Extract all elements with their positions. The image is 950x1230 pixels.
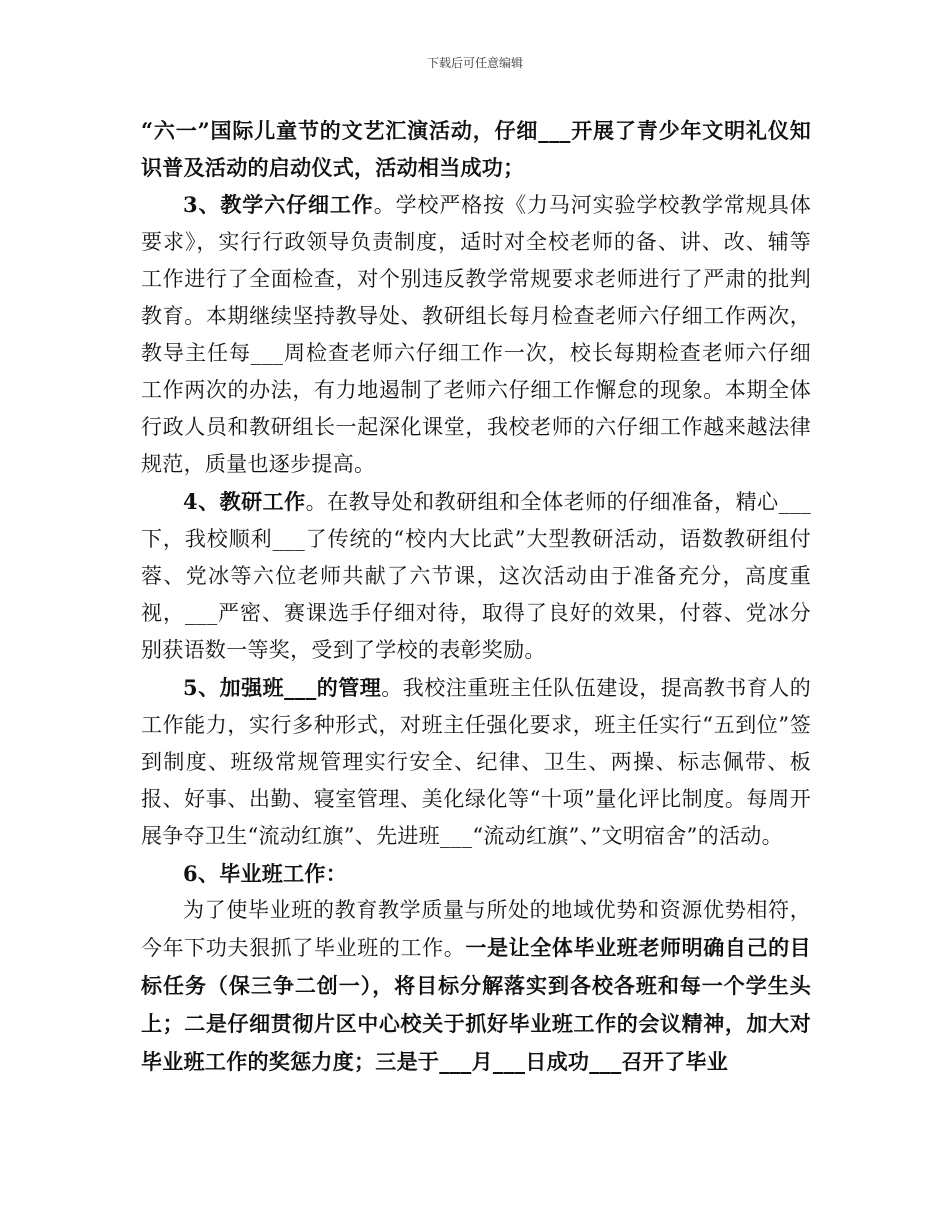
paragraph-text: 为了使毕业班的教育教学质量与所处的地域优势和资源优势相符，今年下功夫狠抓了毕业班的工作。 — [141, 898, 811, 960]
section-heading: 3、教学六仔细工作 — [183, 192, 374, 217]
paragraph-graduating-heading: 6、毕业班工作： — [183, 861, 348, 886]
paragraph-graduating-work — [141, 892, 811, 1081]
paragraph-intro: “六一”国际儿童节的文艺汇演活动，仔细___开展了青少年文明礼仪知识普及活动的启动仪式，活动相当成功； — [141, 118, 811, 180]
section-heading: 5、加强班___的管理 — [183, 675, 382, 700]
paragraph-class-management — [141, 669, 811, 855]
paragraph-text-bold: 一是让全体毕业班老师明确自己的目标任务（保三争二创一），将目标分解落实到各校各班和每一个学生头上；二是仔细贯彻片区中心校关于抓好毕业班工作的会议精神，加大对毕业班工作的奖惩力度；三是于___月___日成功___召开了毕业 — [141, 935, 811, 1074]
section-heading: 4、教研工作 — [183, 489, 306, 514]
paragraph-research-work — [141, 483, 811, 669]
paragraph-teaching-work — [141, 186, 811, 483]
paragraph-text: 。学校严格按《力马河实验学校教学常规具体要求》，实行行政领导负责制度，适时对全校老师的备、讲、改、辅等工作进行了全面检查，对个别违反教学常规要求老师进行了严肃的批判教育。本期继续坚持教导处、教研组长每月检查老师六仔细工作两次，教导主任每___周检查老师六仔细工作一次，校长每期检查老师六仔细工作两次的办法，有力地遏制了老师六仔细工作懈怠的现象。本期全体行政人员和教研组长一起深化课堂，我校老师的六仔细工作越来越法律规范，质量也逐步提高。 — [141, 193, 812, 476]
document-body — [141, 112, 811, 1081]
paragraph-text: 。我校注重班主任队伍建设，提高教书育人的工作能力，实行多种形式，对班主任强化要求，班主任实行“五到位”签到制度、班级常规管理实行安全、纪律、卫生、两操、标志佩带、板报、好事、出勤、寝室管理、美化绿化等“十项”量化评比制度。每周开展争夺卫生“流动红旗”、先进班___“流动红旗”、”文明宿舍”的活动。 — [141, 676, 812, 848]
paragraph-text: 。在教导处和教研组和全体老师的仔细准备，精心___下，我校顺利___了传统的“校内大比武”大型教研活动，语数教研组付蓉、党冰等六位老师共献了六节课，这次活动由于准备充分，高度重视，___严密、赛课选手仔细对待，取得了良好的效果，付蓉、党冰分别获语数一等奖，受到了学校的表彰奖励。 — [141, 490, 811, 662]
page-header: 下载后可任意编辑 — [426, 56, 523, 70]
